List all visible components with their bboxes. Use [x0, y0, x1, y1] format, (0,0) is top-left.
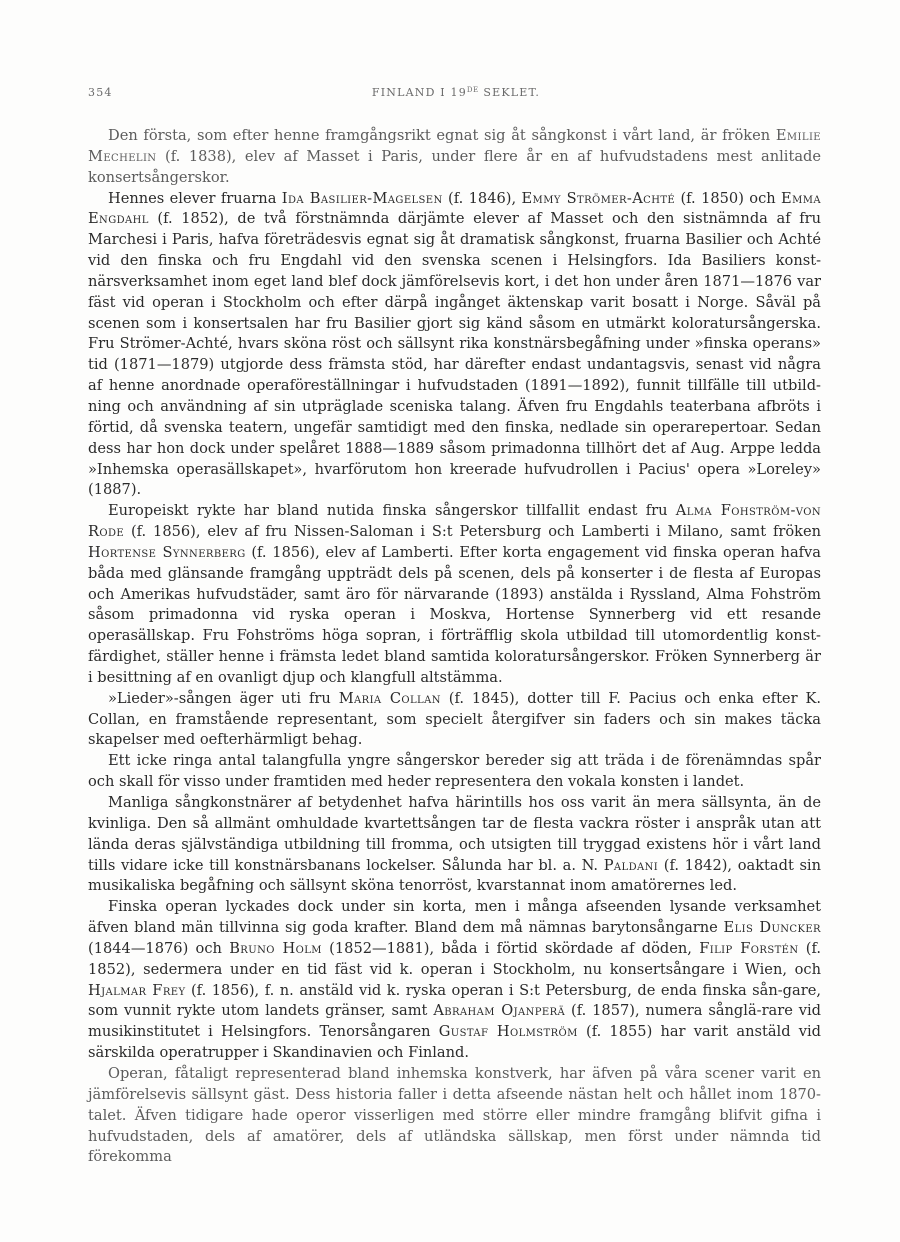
body-text [88, 126, 821, 1168]
paragraph-5: Ett icke ringa antal talangfulla yngre sångerskor bereder sig att träda i de förenämndas spår och skall för visso under framtiden med heder representera den vokala konsten i landet. [88, 752, 821, 791]
page-number: 354 [88, 86, 113, 99]
running-head [88, 86, 824, 102]
paragraph-2: Hennes elever fruarna Ida Basilier-Magelsen (f. 1846), Emmy Strömer-Achté (f. 1850) och Emma Engdahl (f. 1852), de två förstnämnda därjämte elever af Masset och den sistnämnda af fru Marchesi i Paris, hafva företrädesvis egnat sig åt dramatisk sångkonst, fruarna Basilier och Achté vid den finska och fru Engdahl vid den svenska scenen i Helsingfors. Ida Basiliers konst-närsverksamhet inom eget land blef dock jämförelsevis kort, i det hon under åren 1871—1876 var fäst vid operan i Stockholm och efter därpå ingånget äktenskap varit bosatt i Norge. Såväl på scenen som i konsertsalen har fru Basilier gjort sig känd såsom en utmärkt koloratursångerska. Fru Strömer-Achté, hvars sköna röst och sällsynt rika konstnärsbegåfning under »finska operans» tid (1871—1879) utgjorde dess främsta stöd, har därefter endast undantagsvis, senast vid några af henne anordnade operaföreställningar i hufvudstaden (1891—1892), funnit tillfälle till utbild-ning och användning af sin utpräglade sceniska talang. Äfven fru Engdahls teaterbana afbröts i förtid, då svenska teatern, ungefär samtidigt med den finska, nedlade sin operarepertoar. Sedan dess har hon dock under spelåret 1888—1889 såsom primadonna tillhört det af Aug. Arppe ledda »Inhemska operasällskapet», hvarförutom hon kreerade hufvudrollen i Pacius' opera »Loreley» (1887). [88, 189, 821, 499]
running-title: FINLAND I 19DE SEKLET. [371, 86, 541, 99]
paragraph-3: Europeiskt rykte har bland nutida finska sångerskor tillfallit endast fru Alma Fohström-von Rode (f. 1856), elev af fru Nissen-Saloman i S:t Petersburg och Lamberti i Milano, samt fröken Hortense Synnerberg (f. 1856), elev af Lamberti. Efter korta engagement vid finska operan hafva båda med glänsande framgång uppträdt dels på scenen, dels på konserter i de flesta af Europas och Amerikas hufvudstäder, samt äro för närvarande (1893) anstälda i Ryssland, Alma Fohström såsom primadonna vid ryska operan i Moskva, Hortense Synnerberg vid ett resande operasällskap. Fru Fohströms höga sopran, i förträfflig skola utbildad till utomordentlig konst-färdighet, ställer henne i främsta ledet bland samtida koloratursångerskor. Fröken Synnerberg är i besittning af en ovanligt djup och klangfull altstämma. [88, 502, 822, 686]
paragraph-1: Den första, som efter henne framgångsrikt egnat sig åt sångkonst i vårt land, är fröken Emilie Mechelin (f. 1838), elev af Masset i Paris, under flere år en af hufvudstadens mest anlitade konsertsångerskor. [88, 127, 821, 186]
paragraph-4: »Lieder»-sången äger uti fru Maria Collan (f. 1845), dotter till F. Pacius och enka efter K. Collan, en framstående representant, som specielt återgifver sin faders och sin makes täcka skapelser med oefterhärmligt behag. [88, 689, 821, 749]
paragraph-8: Operan, fåtaligt representerad bland inhemska konstverk, har äfven på våra scener varit en jämförelsevis sällsynt gäst. Dess historia faller i detta afseende nästan helt och hållet inom 1870-talet. Äfven tidigare hade operor visserligen med större eller mindre framgång blifvit gifna i hufvudstaden, dels af amatörer, dels af utländska sällskap, men först under nämnda tid förekomma [88, 1064, 821, 1166]
paragraph-7: Finska operan lyckades dock under sin korta, men i många afseenden lysande verksamhet äfven bland män tillvinna sig goda krafter. Bland dem må nämnas barytonsångarne Elis Duncker (1844—1876) och Bruno Holm (1852—1881), båda i förtid skördade af döden, Filip Forstén (f. 1852), sedermera under en tid fäst vid k. operan i Stockholm, nu konsertsångare i Wien, och Hjalmar Frey (f. 1856), f. n. anstäld vid k. ryska operan i S:t Petersburg, de enda finska sån-gare, som vunnit rykte utom landets gränser, samt Abraham Ojanperä (f. 1857), numera sånglä-rare vid musikinstitutet i Helsingfors. Tenorsångaren Gustaf Holmström (f. 1855) har varit anstäld vid särskilda operatrupper i Skandinavien och Finland. [88, 898, 822, 1062]
paragraph-6: Manliga sångkonstnärer af betydenhet hafva härintills hos oss varit än mera sällsynta, än de kvinliga. Den så allmänt omhuldade kvartettsången tar de flesta vackra röster i anspråk utan att lända deras självständiga utbildning till fromma, och utsigten till tryggad existens hör i vårt land tills vidare icke till konstnärsbanans lockelser. Sålunda har bl. a. N. Paldani (f. 1842), oaktadt sin musikaliska begåfning och sällsynt sköna tenorröst, kvarstannat inom amatörernes led. [88, 794, 821, 895]
